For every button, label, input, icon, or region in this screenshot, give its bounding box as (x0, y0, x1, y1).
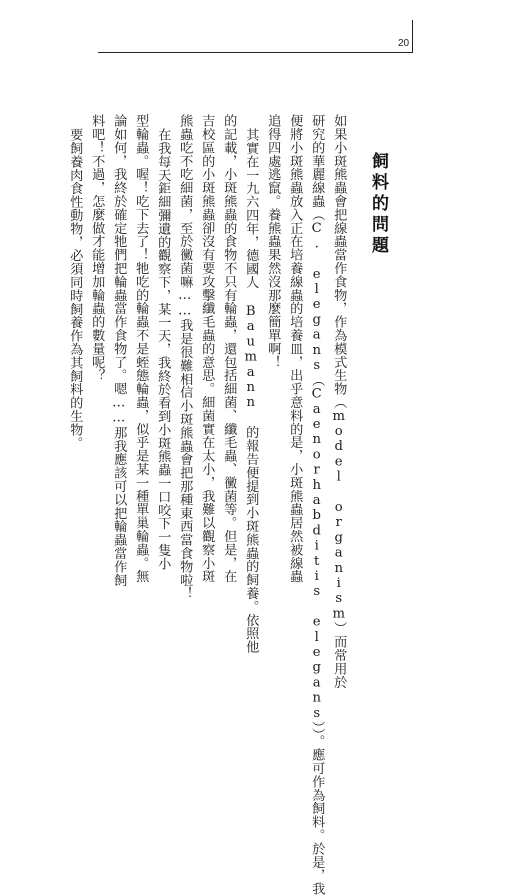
text-line-10: 型輪蟲。喔！吃下去了！牠吃的輪蟲不是蛭態輪蟲，似乎是某一種單巢輪蟲。無 (133, 114, 149, 583)
text-line-5: 其實在一九六四年，德國人 Baumann 的報告便提到小斑熊蟲的飼養。依照他 (243, 128, 259, 654)
text-line-4: 追得四處逃竄。養熊蟲果然沒那麼簡單啊！ (265, 114, 281, 369)
text-line-13: 要飼養肉食性動物，必須同時飼養作為其飼料的生物。 (67, 128, 83, 450)
text-line-6: 的記載，小斑熊蟲的食物不只有輪蟲，還包括細菌、纖毛蟲、黴菌等。但是，在 (221, 114, 237, 583)
header-rule (98, 52, 412, 53)
page-number: 20 (398, 38, 410, 49)
text-line-11: 論如何，我終於確定牠們把輪蟲當作食物了。嗯……那我應該可以把輪蟲當作飼 (111, 114, 127, 587)
section-title: 飼料的問題 (368, 152, 388, 257)
text-line-7: 吉校區的小斑熊蟲卻沒有要攻擊纖毛蟲的意思。細菌實在太小，我難以觀察小斑 (199, 114, 215, 583)
text-line-8: 熊蟲吃不吃細菌，至於黴菌嘛……我是很難相信小斑熊蟲會把那種東西當食物啦！ (177, 114, 193, 600)
text-line-1: 如果小斑熊蟲會把線蟲當作食物，作為模式生物（model organism）而常用於 (331, 114, 347, 689)
text-line-12: 料吧！不過，怎麼做才能增加輪蟲的數量呢？ (89, 114, 105, 382)
text-line-9: 在我每天鉅細彌遺的觀察下，某一天，我終於看到小斑熊蟲一口咬下一隻小 (155, 128, 171, 571)
text-line-2: 研究的華麗線蟲（C. elegans（Caenorhabditis elegans））。應可作為飼料。於是，我 (309, 114, 325, 895)
text-line-3: 便將小斑熊蟲放入正在培養線蟲的培養皿，出乎意料的是，小斑熊蟲居然被線蟲 (287, 114, 303, 583)
margin-rule (412, 20, 413, 53)
